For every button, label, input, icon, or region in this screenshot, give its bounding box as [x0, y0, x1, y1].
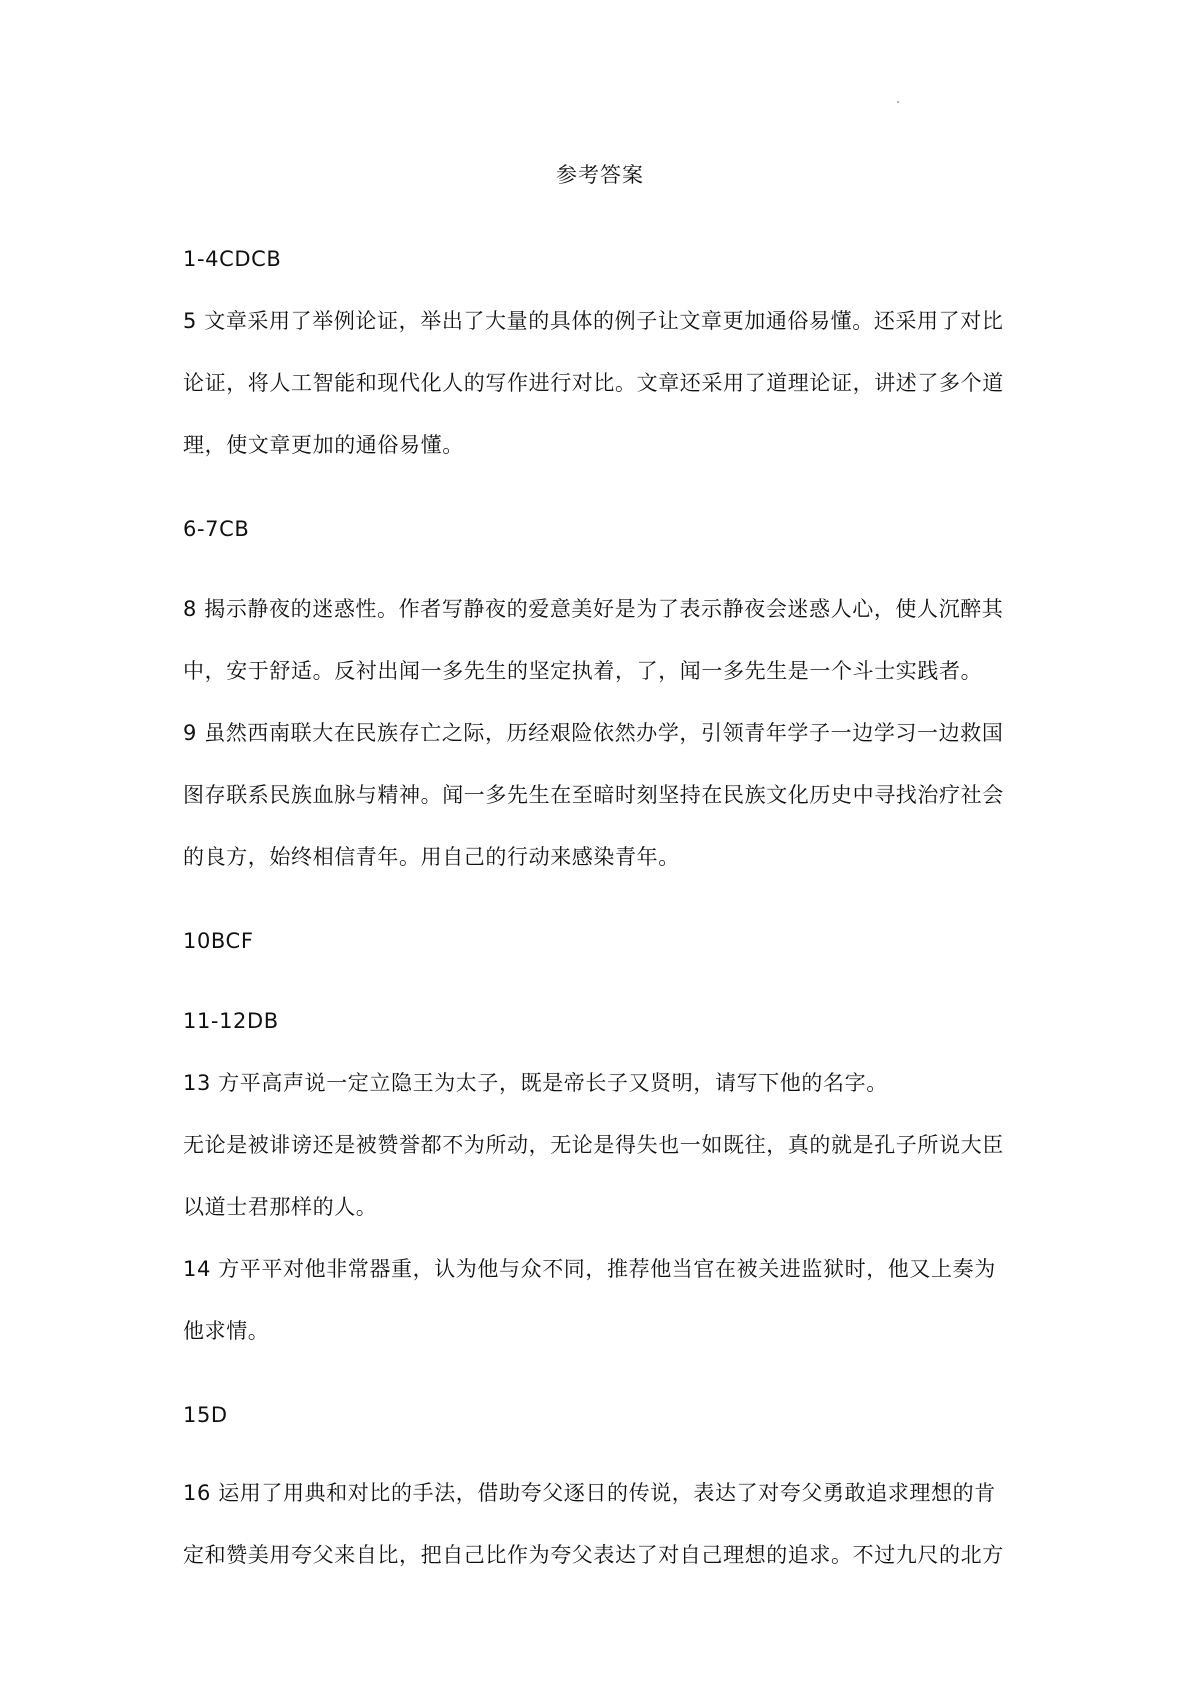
answer-line: 16 运用了用典和对比的手法，借助夸父逐日的传说，表达了对夸父勇敢追求理想的肯	[183, 1481, 996, 1505]
answer-line: 定和赞美用夸父来自比，把自己比作为夸父表达了对自己理想的追求。不过九尺的北方	[183, 1543, 1004, 1567]
answer-line: 以道士君那样的人。	[183, 1195, 378, 1219]
answer-line: 8 揭示静夜的迷惑性。作者写静夜的爱意美好是为了表示静夜会迷惑人心，使人沉醉其	[183, 597, 1004, 621]
answer-line: 5 文章采用了举例论证，举出了大量的具体的例子让文章更加通俗易懂。还采用了对比	[183, 309, 1004, 333]
answer-line: 的良方，始终相信青年。用自己的行动来感染青年。	[183, 845, 680, 869]
answer-line: 15D	[183, 1403, 228, 1427]
answer-line: 9 虽然西南联大在民族存亡之际，历经艰险依然办学，引领青年学子一边学习一边救国	[183, 721, 1004, 745]
answer-line: 论证，将人工智能和现代化人的写作进行对比。文章还采用了道理论证，讲述了多个道	[183, 371, 1004, 395]
answer-line: 6-7CB	[183, 517, 250, 541]
answer-line: 11-12DB	[183, 1009, 279, 1033]
answer-line: 1-4CDCB	[183, 247, 282, 271]
answer-line: 理，使文章更加的通俗易懂。	[183, 433, 464, 457]
answer-line: 图存联系民族血脉与精神。闻一多先生在至暗时刻坚持在民族文化历史中寻找治疗社会	[183, 783, 1004, 807]
answer-line: 中，安于舒适。反衬出闻一多先生的坚定执着，了，闻一多先生是一个斗士实践者。	[183, 659, 983, 683]
answer-line: 14 方平平对他非常器重，认为他与众不同，推荐他当官在被关进监狱时，他又上奏为	[183, 1257, 996, 1281]
answer-line: 无论是被诽谤还是被赞誉都不为所动，无论是得失也一如既往，真的就是孔子所说大臣	[183, 1133, 1004, 1157]
scan-speck	[897, 101, 899, 103]
answer-line: 他求情。	[183, 1319, 270, 1343]
page-title: 参考答案	[556, 163, 644, 187]
answer-line: 13 方平高声说一定立隐王为太子，既是帝长子又贤明，请写下他的名字。	[183, 1071, 888, 1095]
answer-line: 10BCF	[183, 929, 254, 953]
